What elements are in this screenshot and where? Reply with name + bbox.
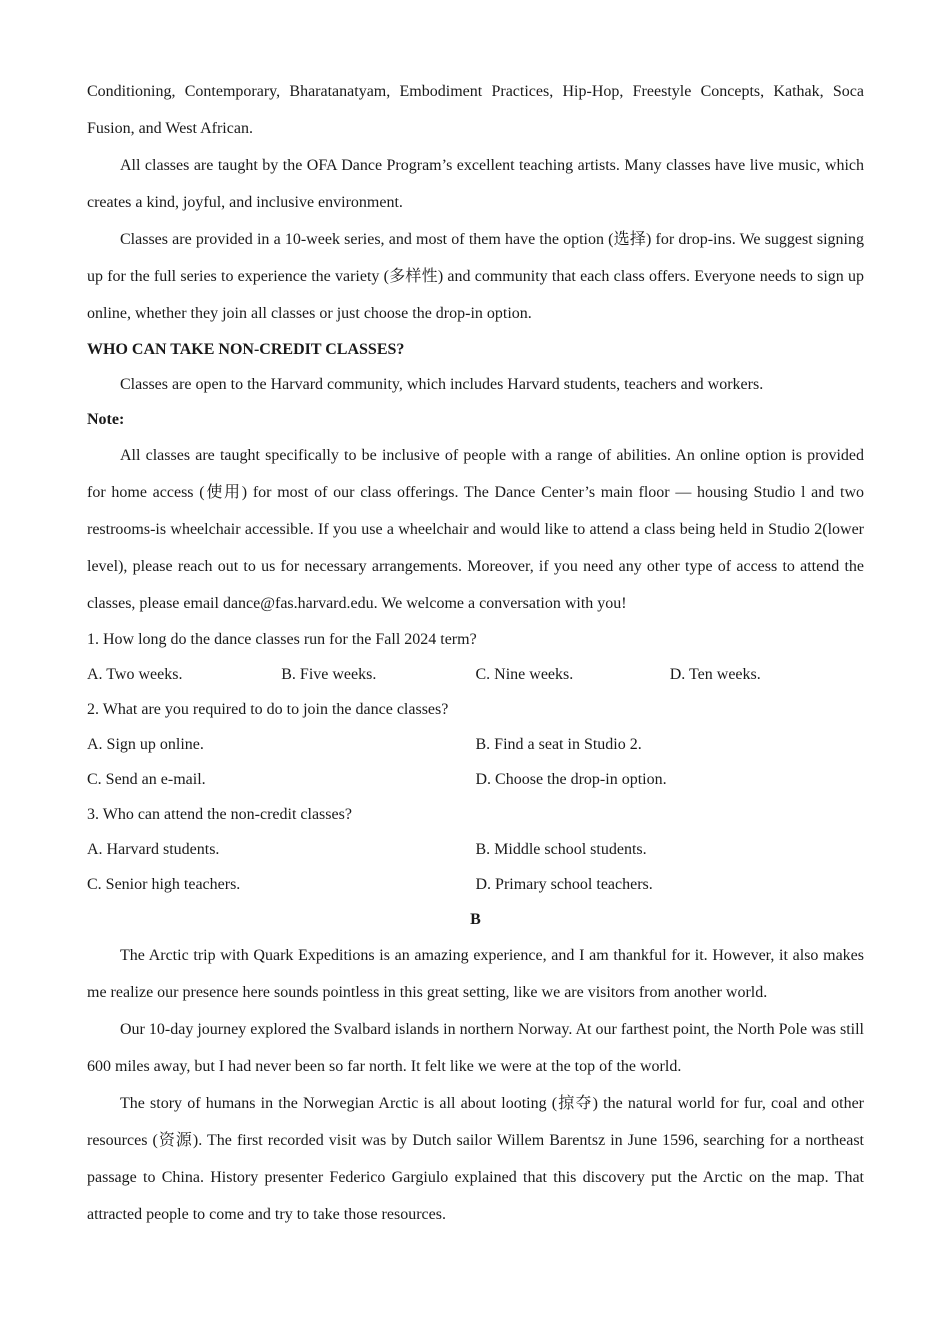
section-b-label: B <box>470 911 481 928</box>
passage-b-paragraph-1: The Arctic trip with Quark Expeditions is an amazing experience, and I am thankful for it. However, it also makes me realize our presence here sounds pointless in this great setting, like we are visitors from another world. <box>87 947 864 1001</box>
option-c[interactable]: C. Send an e-mail. <box>87 771 206 788</box>
question-stem: 3. Who can attend the non-credit classes? <box>87 806 352 823</box>
passage-a-paragraph-4: Classes are open to the Harvard community, which includes Harvard students, teachers and workers. <box>120 376 764 393</box>
option-row <box>87 657 864 692</box>
option-row <box>87 727 864 762</box>
passage-b-paragraph-3: The story of humans in the Norwegian Arctic is all about looting (掠夺) the natural world for fur, coal and other resources (资源). The first recorded visit was by Dutch sailor Willem Barentsz in June 1596, searching for a northeast passage to China. History presenter Federico Gargiulo explained that this discovery put the Arctic on the map. That attracted people to come and try to take those resources. <box>87 1095 864 1223</box>
option-c[interactable]: C. Nine weeks. <box>475 666 574 683</box>
note-label: Note: <box>87 411 125 428</box>
passage-b-paragraph-2: Our 10-day journey explored the Svalbard islands in northern Norway. At our farthest point, the North Pole was still 600 miles away, but I had never been so far north. It felt like we were at the top of the world. <box>87 1021 864 1075</box>
option-row <box>87 867 864 902</box>
question-2 <box>87 692 864 797</box>
option-b[interactable]: B. Five weeks. <box>281 666 377 683</box>
option-a[interactable]: A. Sign up online. <box>87 736 204 753</box>
option-c[interactable]: C. Senior high teachers. <box>87 876 241 893</box>
question-stem: 2. What are you required to do to join the dance classes? <box>87 701 449 718</box>
question-3 <box>87 797 864 902</box>
option-row <box>87 832 864 867</box>
option-b[interactable]: B. Find a seat in Studio 2. <box>475 736 642 753</box>
document-page <box>87 73 864 1233</box>
passage-a-paragraph-2: All classes are taught by the OFA Dance Program’s excellent teaching artists. Many classes have live music, which creates a kind, joyful, and inclusive environment. <box>87 157 864 211</box>
option-b[interactable]: B. Middle school students. <box>475 841 647 858</box>
passage-a-paragraph-3: Classes are provided in a 10-week series, and most of them have the option (选择) for drop-ins. We suggest signing up for the full series to experience the variety (多样性) and community that each class offers. Everyone needs to sign up online, whether they join all classes or just choose the drop-in option. <box>87 231 864 322</box>
option-d[interactable]: D. Primary school teachers. <box>475 876 653 893</box>
passage-a-paragraph-5: All classes are taught specifically to be inclusive of people with a range of abilities. An online option is provided for home access (使用) for most of our class offerings. The Dance Center’s main floor — housing Studio l and two restrooms-is wheelchair accessible. If you use a wheelchair and would like to attend a class being held in Studio 2(lower level), please reach out to us for necessary arrangements. Moreover, if you need any other type of access to attend the classes, please email dance@fas.harvard.edu. We welcome a conversation with you! <box>87 447 864 612</box>
question-1 <box>87 622 864 692</box>
option-d[interactable]: D. Ten weeks. <box>669 666 761 683</box>
option-d[interactable]: D. Choose the drop-in option. <box>475 771 667 788</box>
passage-a-paragraph-1: Conditioning, Contemporary, Bharatanatyam, Embodiment Practices, Hip-Hop, Freestyle Concepts, Kathak, Soca Fusion, and West African. <box>87 83 864 137</box>
section-heading-who: WHO CAN TAKE NON-CREDIT CLASSES? <box>87 341 405 358</box>
option-a[interactable]: A. Harvard students. <box>87 841 220 858</box>
option-a[interactable]: A. Two weeks. <box>87 666 183 683</box>
option-row <box>87 762 864 797</box>
question-stem: 1. How long do the dance classes run for the Fall 2024 term? <box>87 631 477 648</box>
